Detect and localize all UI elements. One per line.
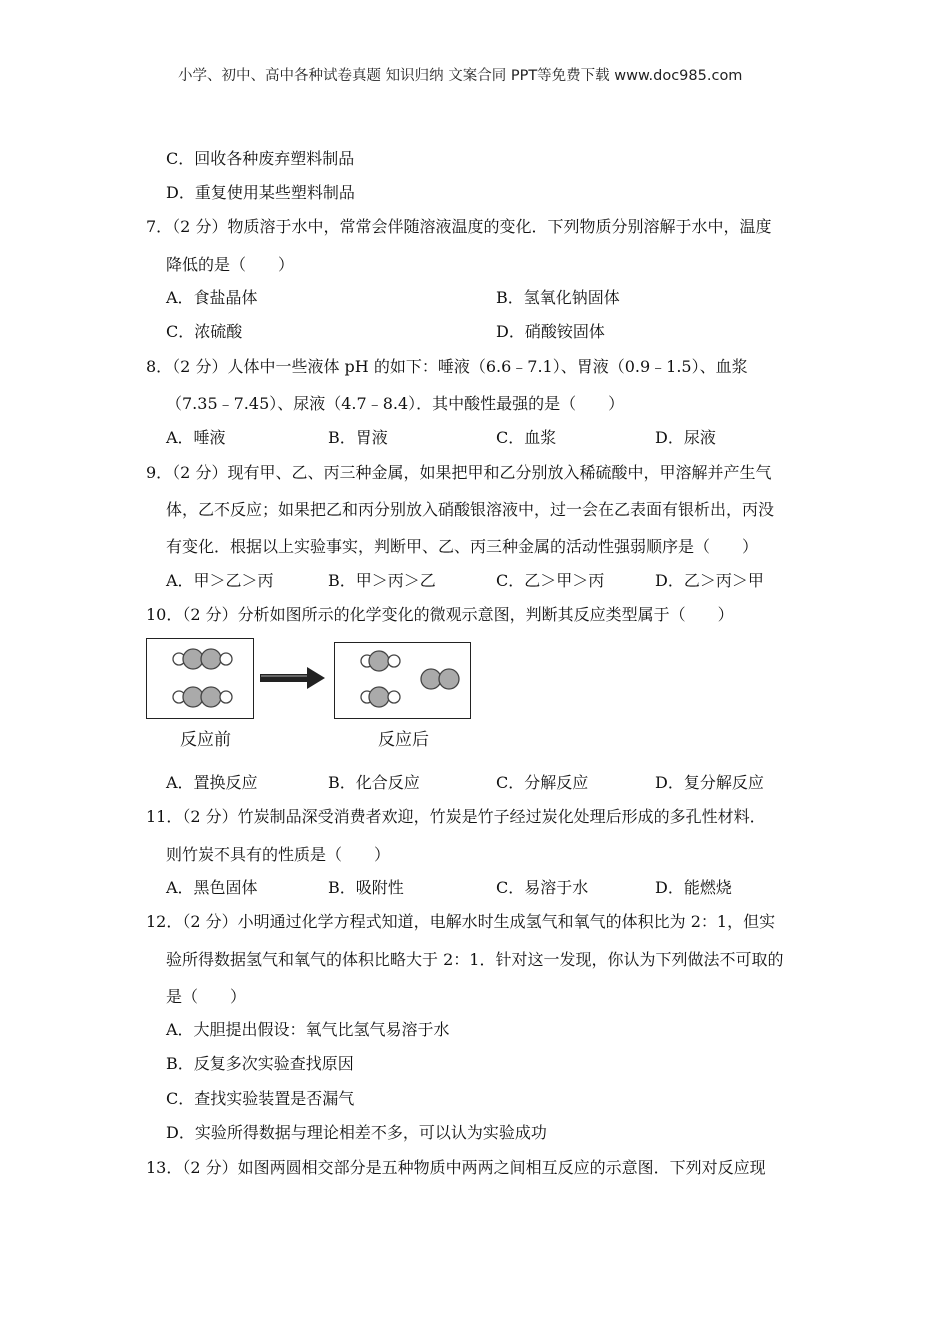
q9-option-c: C．乙＞甲＞丙 (496, 571, 605, 590)
q10-option-a: A．置换反应 (166, 773, 258, 792)
q12-stem-line3: 是（ ） (166, 987, 247, 1006)
q8-option-c: C．血浆 (496, 428, 557, 447)
before-molecule-2 (173, 687, 232, 707)
q6-option-c: C．回收各种废弃塑料制品 (166, 149, 355, 168)
q8-stem-line1: 8．（2 分）人体中一些液体 pH 的如下：唾液（6.6﹣7.1）、胃液（0.9﹣1.5）、血浆 (146, 357, 748, 376)
q11-option-d: D．能燃烧 (655, 878, 732, 897)
q12-option-a: A．大胆提出假设：氧气比氢气易溶于水 (166, 1020, 450, 1039)
q10-option-c: C．分解反应 (496, 773, 589, 792)
before-molecule-1 (173, 649, 232, 669)
q9-option-d: D．乙＞丙＞甲 (655, 571, 764, 590)
q8-option-b: B．胃液 (328, 428, 388, 447)
q9-stem-line2: 体，乙不反应；如果把乙和丙分别放入硝酸银溶液中，过一会在乙表面有银析出，丙没 (166, 500, 775, 519)
q10-option-d: D．复分解反应 (655, 773, 764, 792)
after-molecule-2 (361, 687, 400, 707)
before-molecules-figure (147, 639, 253, 718)
q7-option-a: A．食盐晶体 (166, 288, 258, 307)
q9-option-b: B．甲＞丙＞乙 (328, 571, 436, 590)
figure-after-label: 反应后 (378, 730, 429, 750)
q10-option-b: B．化合反应 (328, 773, 420, 792)
q12-option-d: D．实验所得数据与理论相差不多，可以认为实验成功 (166, 1123, 547, 1142)
q7-option-d: D．硝酸铵固体 (496, 322, 605, 341)
q9-stem-line1: 9．（2 分）现有甲、乙、丙三种金属，如果把甲和乙分别放入稀硫酸中，甲溶解并产生气 (146, 463, 772, 482)
after-molecule-3 (421, 669, 459, 689)
q8-option-d: D．尿液 (655, 428, 716, 447)
reaction-arrow-icon (259, 664, 327, 692)
figure-before-label: 反应前 (180, 730, 231, 750)
figure-after-box (334, 642, 471, 719)
q7-stem-line2: 降低的是（ ） (166, 255, 295, 274)
q13-stem-line1: 13．（2 分）如图两圆相交部分是五种物质中两两之间相互反应的示意图．下列对反应现 (146, 1158, 766, 1177)
q11-option-b: B．吸附性 (328, 878, 404, 897)
q12-option-c: C．查找实验装置是否漏气 (166, 1089, 355, 1108)
after-molecules-figure (335, 643, 470, 718)
q12-stem-line2: 验所得数据氢气和氧气的体积比略大于 2：1．针对这一发现，你认为下列做法不可取的 (166, 950, 784, 969)
q11-stem-line1: 11．（2 分）竹炭制品深受消费者欢迎，竹炭是竹子经过炭化处理后形成的多孔性材料． (146, 807, 766, 826)
q7-stem-line1: 7．（2 分）物质溶于水中，常常会伴随溶液温度的变化．下列物质分别溶解于水中，温度 (146, 217, 772, 236)
q9-stem-line3: 有变化．根据以上实验事实，判断甲、乙、丙三种金属的活动性强弱顺序是（ ） (166, 537, 759, 556)
q12-stem-line1: 12．（2 分）小明通过化学方程式知道，电解水时生成氢气和氧气的体积比为 2：1，但实 (146, 912, 776, 931)
q11-option-c: C．易溶于水 (496, 878, 589, 897)
q7-option-b: B．氢氧化钠固体 (496, 288, 620, 307)
q11-stem-line2: 则竹炭不具有的性质是（ ） (166, 845, 391, 864)
figure-before-box (146, 638, 254, 719)
q8-stem-line2: （7.35﹣7.45）、尿液（4.7﹣8.4）．其中酸性最强的是（ ） (166, 394, 625, 413)
q9-option-a: A．甲＞乙＞丙 (166, 571, 274, 590)
q12-option-b: B．反复多次实验查找原因 (166, 1054, 354, 1073)
q7-option-c: C．浓硫酸 (166, 322, 243, 341)
q10-stem-line1: 10．（2 分）分析如图所示的化学变化的微观示意图，判断其反应类型属于（ ） (146, 605, 734, 624)
after-molecule-1 (361, 651, 400, 671)
q8-option-a: A．唾液 (166, 428, 226, 447)
q6-option-d: D．重复使用某些塑料制品 (166, 183, 355, 202)
q11-option-a: A．黑色固体 (166, 878, 258, 897)
page-header: 小学、初中、高中各种试卷真题 知识归纳 文案合同 PPT等免费下载 www.doc985.com (178, 68, 743, 84)
